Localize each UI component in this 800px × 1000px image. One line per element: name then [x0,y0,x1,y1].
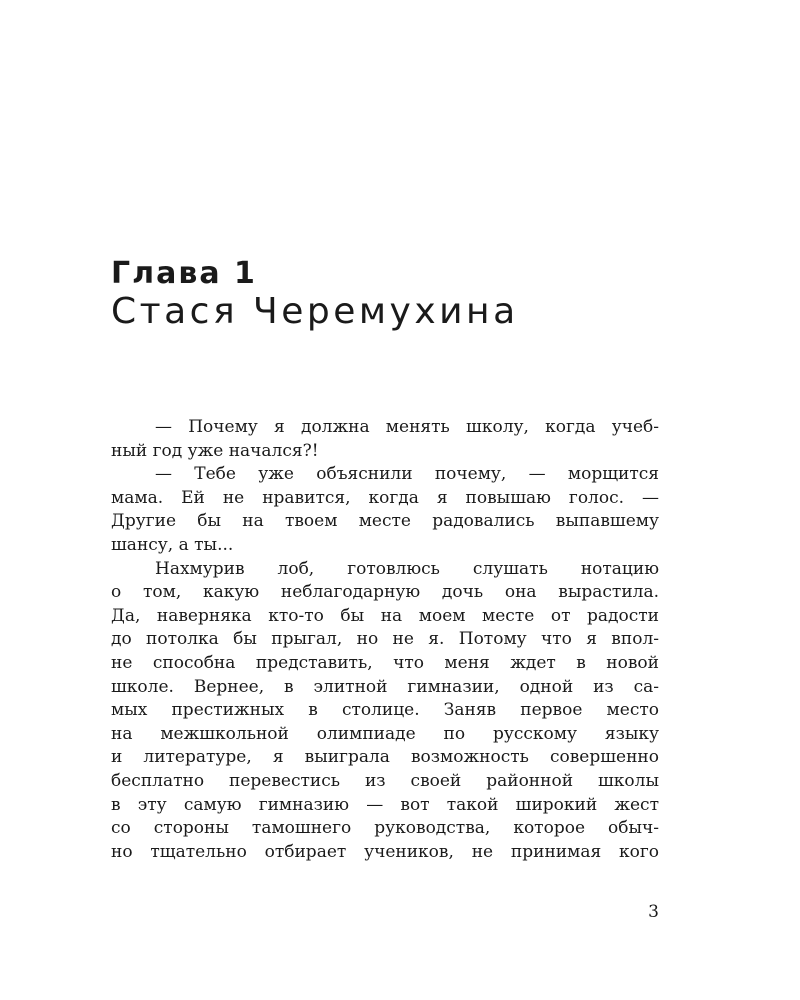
chapter-title: Стася Черемухина [111,291,519,332]
text-line: о том, какую неблагодарную дочь она вырастила. [111,582,659,603]
text-line: Другие бы на твоем месте радовались выпавшему [111,511,659,532]
text-line: на межшкольной олимпиаде по русскому языку [111,723,659,744]
text-line: школе. Вернее, в элитной гимназии, одной из са- [111,676,659,697]
chapter-label: Глава 1 [111,256,257,291]
text-line: и литературе, я выиграла возможность совершенно [111,747,659,768]
text-line: мама. Ей не нравится, когда я повышаю голос. — [111,487,659,508]
text-line: Нахмурив лоб, готовлюсь слушать нотацию [155,558,659,579]
text-line: Да, наверняка кто-то бы на моем месте от радости [111,605,659,626]
text-line: до потолка бы прыгал, но не я. Потому что я впол- [111,629,659,650]
text-line: шансу, а ты... [111,534,234,555]
text-line: ный год уже начался?! [111,440,319,461]
text-line: со стороны тамошнего руководства, которое обыч- [111,818,659,839]
text-line: мых престижных в столице. Заняв первое место [111,700,659,721]
page-number: 3 [648,902,659,922]
text-line: но тщательно отбирает учеников, не принимая кого [111,841,659,862]
text-line: — Тебе уже объяснили почему, — морщится [155,464,659,485]
text-line: в эту самую гимназию — вот такой широкий жест [111,794,659,815]
text-line: не способна представить, что меня ждет в новой [111,652,659,673]
text-line: бесплатно перевестись из своей районной школы [111,770,659,791]
body-text [111,416,659,864]
text-line: — Почему я должна менять школу, когда учеб- [155,417,659,437]
